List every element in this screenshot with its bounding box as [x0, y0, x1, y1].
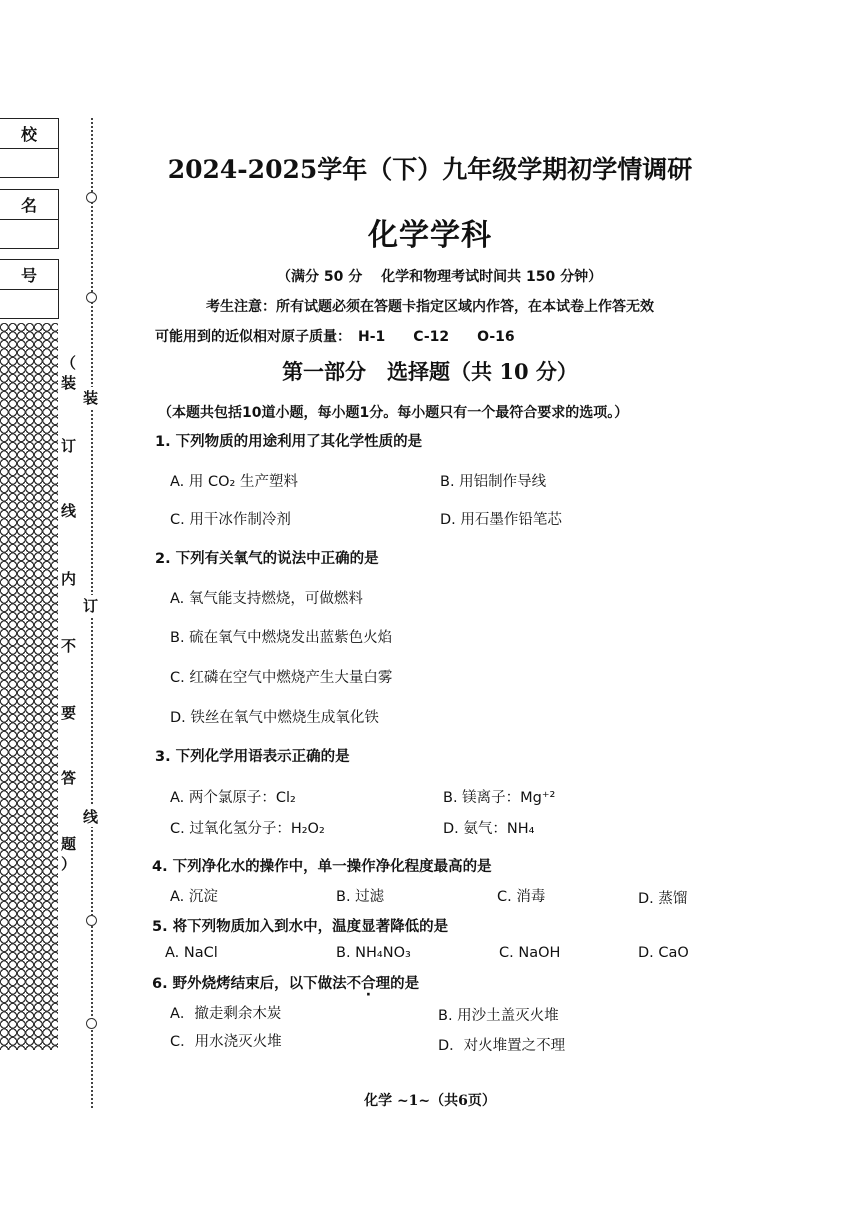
notice-char: （	[61, 354, 77, 372]
option-c: C. 红磷在空气中燃烧产生大量白雾	[170, 670, 393, 686]
binding-mark: 线	[83, 808, 99, 826]
question-stem: 5. 将下列物质加入到水中，温度显著降低的是	[152, 919, 449, 935]
option-c: C. 消毒	[497, 889, 546, 905]
number-field-label: 号	[20, 265, 37, 285]
question-stem: 1. 下列物质的用途利用了其化学性质的是	[155, 434, 423, 450]
option-d: D. 铁丝在氧气中燃烧生成氧化铁	[170, 710, 379, 726]
option-a: A. NaCl	[165, 945, 218, 961]
section-instruction: （本题共包括10道小题，每小题1分。每小题只有一个最符合要求的选项。）	[158, 405, 629, 421]
binding-mark: 订	[83, 597, 99, 615]
notice-char: ）	[61, 855, 77, 873]
question-stem	[152, 972, 419, 993]
school-field-line	[0, 148, 58, 149]
option-a: A．撤走剩余木炭	[170, 1006, 282, 1022]
option-a: A. 用 CO₂ 生产塑料	[170, 474, 298, 490]
atomic-mass-info: 可能用到的近似相对原子质量： H-1 C-12 O-16	[155, 329, 515, 345]
option-d: D. 氨气：NH₄	[443, 821, 535, 837]
option-a: A. 两个氯原子：Cl₂	[170, 790, 296, 806]
question-stem: 3. 下列化学用语表示正确的是	[155, 749, 350, 765]
binding-mark: 装	[83, 389, 99, 407]
option-d: D. CaO	[638, 945, 689, 961]
stem-text: 6. 野外烧烤结束后，以下做法	[152, 976, 347, 992]
hatched-binding-area	[0, 323, 58, 1050]
option-d: D. 蒸馏	[638, 891, 688, 907]
option-c: C．用水浇灭火堆	[170, 1034, 282, 1050]
option-b: B. 过滤	[336, 889, 385, 905]
option-c: C. NaOH	[499, 945, 561, 961]
question-stem: 4. 下列净化水的操作中，单一操作净化程度最高的是	[152, 859, 492, 875]
option-b: B. 镁离子：Mg⁺²	[443, 790, 556, 806]
notice-char: 要	[61, 704, 77, 722]
binding-hole	[86, 192, 97, 203]
option-d: D. 用石墨作铅笔芯	[440, 512, 562, 528]
option-c: C. 用干冰作制冷剂	[170, 512, 291, 528]
notice-char: 答	[61, 769, 77, 787]
notice-char: 订	[61, 437, 77, 455]
score-info: （满分 50 分 化学和物理考试时间共 150 分钟）	[277, 269, 603, 285]
option-d: D．对火堆置之不理	[438, 1038, 566, 1054]
exam-title: 2024-2025学年（下）九年级学期初学情调研	[167, 155, 693, 184]
binding-hole	[86, 292, 97, 303]
question-stem: 2. 下列有关氧气的说法中正确的是	[155, 551, 379, 567]
option-a: A. 沉淀	[170, 889, 218, 905]
option-c: C. 过氧化氢分子：H₂O₂	[170, 821, 325, 837]
school-field-label: 校	[20, 124, 37, 144]
option-b: B. NH₄NO₃	[336, 945, 411, 961]
binding-hole	[86, 915, 97, 926]
emphasized-text: 不合理	[346, 976, 391, 992]
notice-char: 装	[61, 374, 77, 392]
subject-title: 化学学科	[368, 218, 492, 253]
option-b: B. 用沙土盖灭火堆	[438, 1008, 559, 1024]
option-b: B. 用铝制作导线	[440, 474, 547, 490]
stem-text: 的是	[390, 976, 420, 992]
binding-hole	[86, 1018, 97, 1029]
notice-char: 不	[61, 637, 77, 655]
page-footer: 化学 ~1~（共6页）	[364, 1093, 496, 1109]
option-a: A. 氧气能支持燃烧，可做燃料	[170, 591, 363, 607]
name-field-label: 名	[20, 195, 37, 215]
notice-char: 题	[61, 835, 77, 853]
notice-char: 内	[61, 570, 77, 588]
option-b: B. 硫在氧气中燃烧发出蓝紫色火焰	[170, 630, 393, 646]
notice-char: 线	[61, 502, 77, 520]
number-field-line	[0, 289, 58, 290]
section-title: 第一部分 选择题（共 10 分）	[282, 359, 578, 384]
exam-notice: 考生注意：所有试题必须在答题卡指定区域内作答，在本试卷上作答无效	[206, 299, 654, 315]
